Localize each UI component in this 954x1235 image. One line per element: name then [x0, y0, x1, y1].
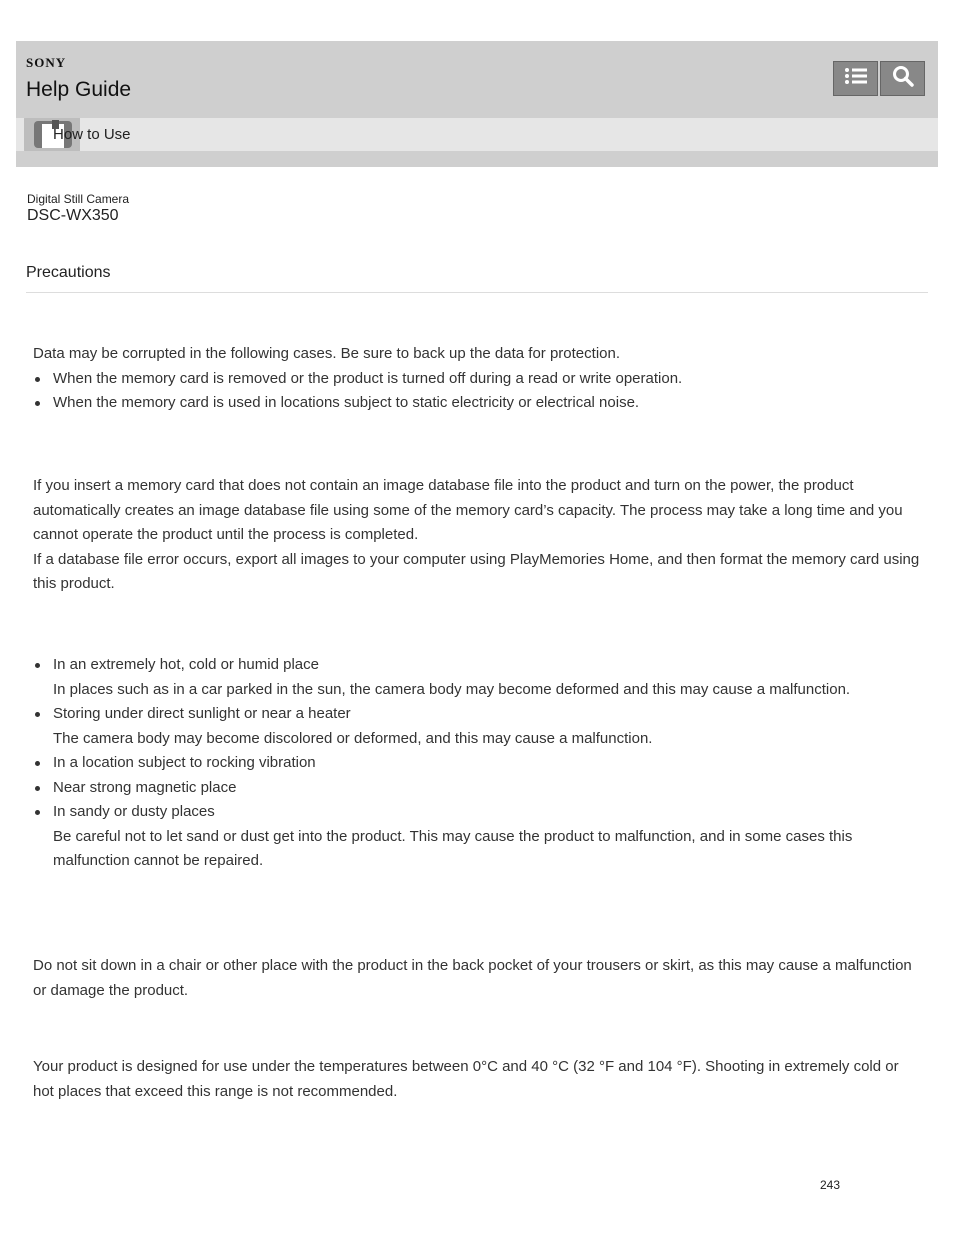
list-item-detail: In places such as in a car parked in the sun, the camera body may become deformed and this may cause a malfunction.	[53, 680, 851, 698]
header-stripe	[16, 151, 938, 167]
list-item-detail: Be careful not to let sand or dust get into the product. This may cause the product to malfunction, and in some cases this malfunction cannot be repaired.	[53, 827, 853, 869]
database-section	[33, 474, 923, 597]
section-bar	[16, 118, 938, 151]
list-item-detail: The camera body may become discolored or deformed, and this may cause a malfunction.	[53, 729, 653, 747]
toc-button[interactable]	[833, 61, 878, 96]
section-label[interactable]: How to Use	[53, 126, 131, 143]
list-item: When the memory card is used in locations subject to static electricity or electrical noise.	[33, 391, 923, 416]
product-category: Digital Still Camera	[27, 192, 130, 206]
page-number: 243	[820, 1178, 841, 1192]
storage-section	[33, 653, 923, 874]
list-item	[33, 702, 923, 751]
list-item	[33, 800, 923, 874]
list-item	[33, 776, 923, 801]
list-item-title: In a location subject to rocking vibration	[53, 754, 316, 771]
backup-section	[33, 342, 923, 416]
guide-title[interactable]: Help Guide	[26, 78, 132, 101]
brand-logo: SONY	[26, 55, 67, 70]
list-item-title: In sandy or dusty places	[53, 803, 215, 820]
database-paragraph: If you insert a memory card that does not contain an image database file into the product and turn on the power, the product automatically creates an image database file using some of the memory card’s capacity. The process may take a long time and you cannot operate the product until the process is completed.	[33, 477, 903, 543]
carrying-section	[33, 954, 923, 1003]
search-button[interactable]	[880, 61, 925, 96]
list-item	[33, 751, 923, 776]
list-item: When the memory card is removed or the product is turned off during a read or write operation.	[33, 367, 923, 392]
backup-list	[33, 367, 923, 416]
list-item-title: In an extremely hot, cold or humid place	[53, 656, 319, 673]
list-item-title: Storing under direct sunlight or near a heater	[53, 705, 351, 722]
list-item	[33, 653, 923, 702]
header-bar	[16, 41, 938, 118]
list-item-title: Near strong magnetic place	[53, 778, 237, 796]
backup-intro: Data may be corrupted in the following cases. Be sure to back up the data for protection.	[33, 345, 620, 362]
carrying-paragraph: Do not sit down in a chair or other place with the product in the back pocket of your trousers or skirt, as this may cause a malfunction or damage the product.	[33, 957, 912, 999]
temperature-section	[33, 1055, 923, 1104]
temperature-paragraph: Your product is designed for use under the temperatures between 0°C and 40 °C (32 °F and 104 °F). Shooting in extremely cold or hot places that exceed this range is not recommended.	[33, 1058, 899, 1100]
database-paragraph: If a database file error occurs, export all images to your computer using PlayMemories Home, and then format the memory card using this product.	[33, 550, 920, 592]
list-icon	[844, 66, 868, 91]
search-icon	[892, 65, 914, 92]
page-title: Precautions	[26, 264, 111, 281]
title-divider	[26, 292, 928, 293]
storage-list	[33, 653, 923, 874]
product-model: DSC-WX350	[27, 207, 119, 224]
